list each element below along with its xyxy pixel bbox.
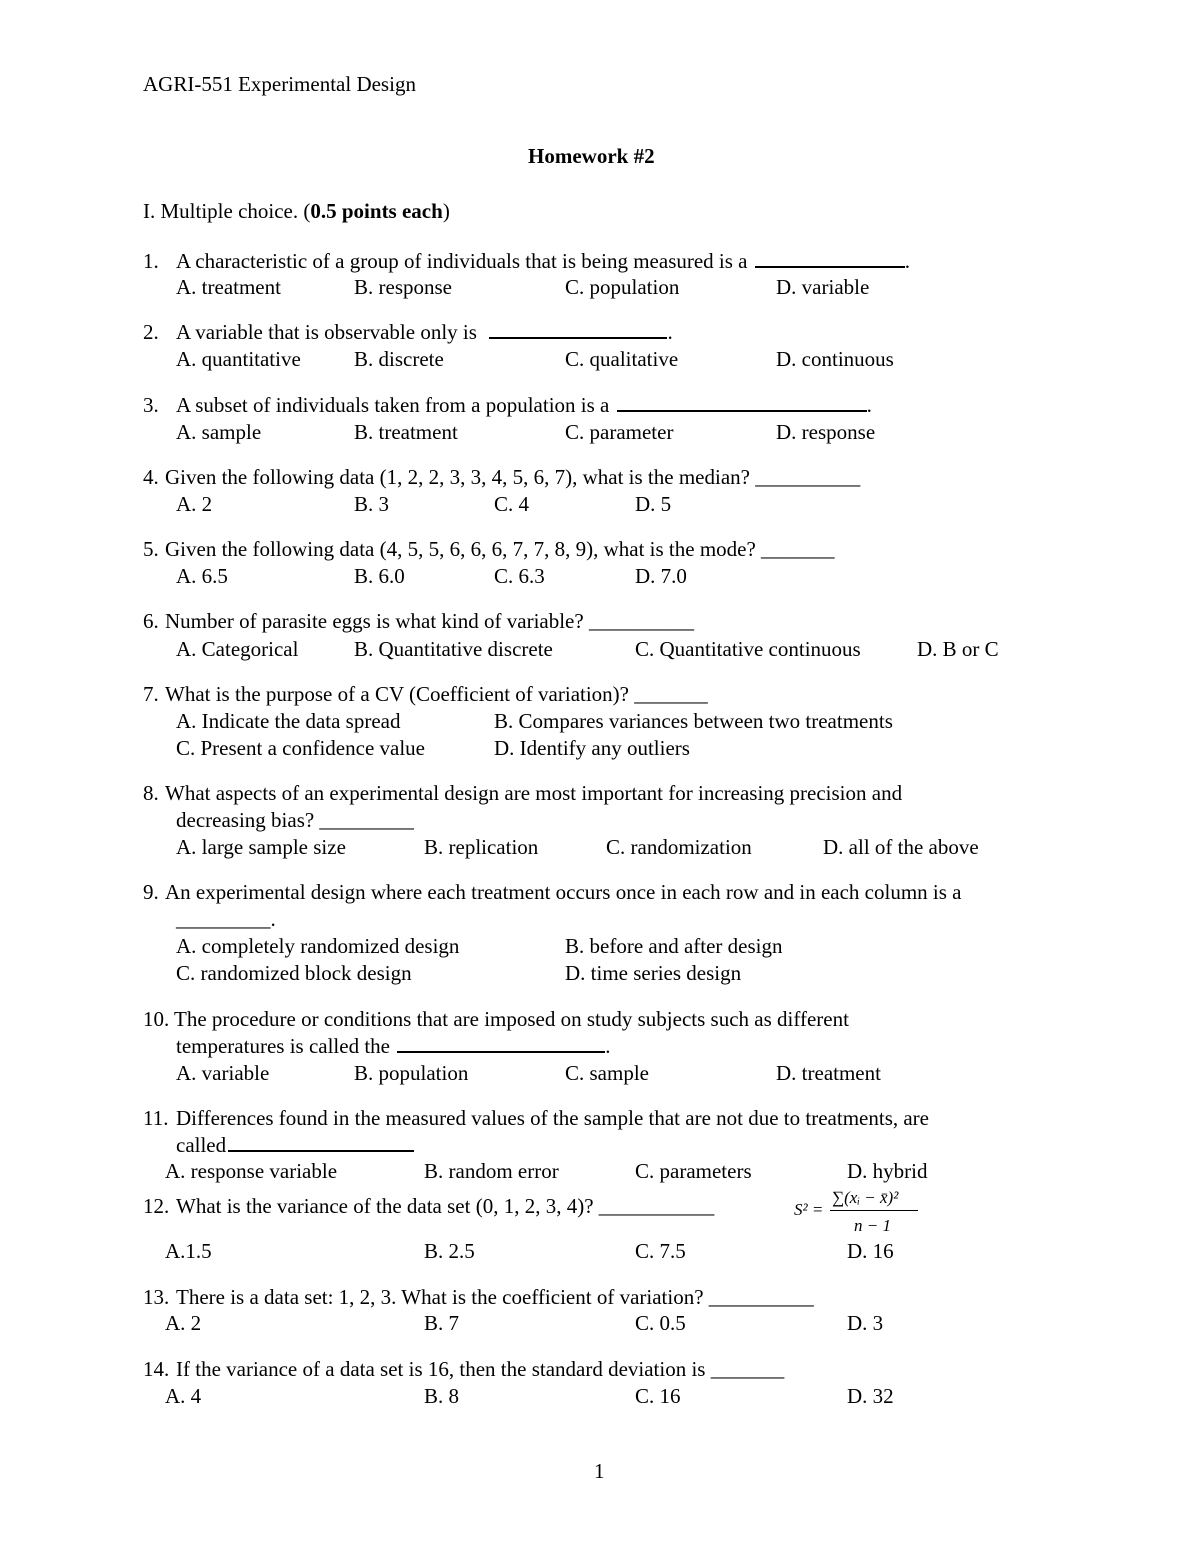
formula-lhs: S² = xyxy=(794,1200,824,1219)
option-b[interactable]: B. 7 xyxy=(424,1311,460,1335)
option-b[interactable]: B. random error xyxy=(424,1159,559,1183)
option-a[interactable]: A. 4 xyxy=(165,1384,202,1408)
option-a[interactable]: A. sample xyxy=(176,420,262,444)
question-text: Given the following data (4, 5, 5, 6, 6, 6, 7, 7, 8, 9), what is the mode? _______ xyxy=(165,537,835,561)
question-text: Number of parasite eggs is what kind of variable? __________ xyxy=(165,609,694,633)
option-d[interactable]: D. variable xyxy=(776,275,870,299)
question-text-cont: _________. xyxy=(176,907,276,931)
option-c[interactable]: C. parameters xyxy=(635,1159,752,1183)
section-points: 0.5 points each xyxy=(310,199,443,223)
option-d[interactable]: D. continuous xyxy=(776,347,894,371)
option-a[interactable]: A. large sample size xyxy=(176,835,346,859)
page-title: Homework #2 xyxy=(528,144,655,168)
answer-blank[interactable] xyxy=(617,396,867,412)
blank-punct: . xyxy=(605,1034,611,1058)
question-text: If the variance of a data set is 16, then the standard deviation is _______ xyxy=(176,1357,785,1381)
section-text: Multiple choice. ( xyxy=(160,199,311,223)
option-b[interactable]: B. replication xyxy=(424,835,539,859)
answer-blank[interactable] xyxy=(228,1136,414,1152)
option-a[interactable]: A. treatment xyxy=(176,275,281,299)
option-b[interactable]: B. 3 xyxy=(354,492,390,516)
question-text xyxy=(176,251,910,272)
question-text: What is the variance of the data set (0, 1, 2, 3, 4)? ___________ xyxy=(176,1194,715,1218)
option-c[interactable]: C. population xyxy=(565,275,680,299)
question-text xyxy=(176,395,872,416)
question-number: 14. xyxy=(143,1357,170,1381)
blank-punct: . xyxy=(866,393,872,417)
question-text xyxy=(176,322,673,343)
option-d[interactable]: D. time series design xyxy=(565,961,742,985)
option-c[interactable]: C. 0.5 xyxy=(635,1311,686,1335)
answer-blank[interactable] xyxy=(397,1037,605,1053)
question-line: A variable that is observable only is xyxy=(176,320,477,344)
option-d[interactable]: D. B or C xyxy=(917,637,999,661)
option-a[interactable]: A. Categorical xyxy=(176,637,299,661)
question-number: 5. xyxy=(143,537,159,561)
question-text-cont xyxy=(176,1135,414,1156)
option-a[interactable]: A. 6.5 xyxy=(176,564,228,588)
option-a[interactable]: A. completely randomized design xyxy=(176,934,460,958)
question-text: What aspects of an experimental design are most important for increasing precision and xyxy=(165,781,903,805)
formula-denominator: n − 1 xyxy=(854,1216,891,1235)
question-text: What is the purpose of a CV (Coefficient of variation)? _______ xyxy=(165,682,708,706)
option-d[interactable]: D. all of the above xyxy=(823,835,979,859)
question-number: 7. xyxy=(143,682,159,706)
question-number: 2. xyxy=(143,320,159,344)
option-c[interactable]: C. Quantitative continuous xyxy=(635,637,861,661)
option-b[interactable]: B. before and after design xyxy=(565,934,783,958)
option-a[interactable]: A. 2 xyxy=(165,1311,202,1335)
question-text-cont: decreasing bias? _________ xyxy=(176,808,414,832)
question-number: 1. xyxy=(143,249,159,273)
answer-blank[interactable] xyxy=(489,323,667,339)
option-d[interactable]: D. Identify any outliers xyxy=(494,736,690,760)
variance-formula xyxy=(794,1188,934,1240)
question-text: There is a data set: 1, 2, 3. What is the coefficient of variation? __________ xyxy=(176,1285,814,1309)
question-line: temperatures is called the xyxy=(176,1034,390,1058)
question-number: 8. xyxy=(143,781,159,805)
course-title: AGRI-551 Experimental Design xyxy=(143,72,416,96)
option-b[interactable]: B. treatment xyxy=(354,420,458,444)
blank-punct: . xyxy=(904,249,911,273)
option-b[interactable]: B. 6.0 xyxy=(354,564,405,588)
answer-blank[interactable] xyxy=(755,252,905,268)
section-number: I. xyxy=(143,199,156,223)
option-d[interactable]: D. 32 xyxy=(847,1384,894,1408)
option-b[interactable]: B. Quantitative discrete xyxy=(354,637,553,661)
option-d[interactable]: D. 16 xyxy=(847,1239,894,1263)
option-d[interactable]: D. 7.0 xyxy=(635,564,687,588)
option-c[interactable]: C. qualitative xyxy=(565,347,679,371)
question-number: 9. xyxy=(143,880,159,904)
option-a[interactable]: A. response variable xyxy=(165,1159,338,1183)
question-number: 11. xyxy=(143,1106,169,1130)
question-number: 4. xyxy=(143,465,159,489)
option-c[interactable]: C. 7.5 xyxy=(635,1239,686,1263)
option-b[interactable]: B. 2.5 xyxy=(424,1239,475,1263)
option-b[interactable]: B. population xyxy=(354,1061,469,1085)
option-d[interactable]: D. 3 xyxy=(847,1311,884,1335)
question-text: An experimental design where each treatment occurs once in each row and in each column is a xyxy=(165,880,962,904)
option-c[interactable]: C. sample xyxy=(565,1061,649,1085)
page-number: 1 xyxy=(594,1459,605,1483)
option-d[interactable]: D. treatment xyxy=(776,1061,881,1085)
option-b[interactable]: B. response xyxy=(354,275,452,299)
option-a[interactable]: A. Indicate the data spread xyxy=(176,709,401,733)
option-a[interactable]: A. variable xyxy=(176,1061,270,1085)
option-c[interactable]: C. 4 xyxy=(494,492,530,516)
question-line: called xyxy=(176,1133,227,1157)
option-c[interactable]: C. parameter xyxy=(565,420,674,444)
option-c[interactable]: C. 6.3 xyxy=(494,564,545,588)
question-text-cont xyxy=(176,1036,611,1057)
formula-numerator: ∑(xᵢ − x̄)² xyxy=(832,1188,899,1207)
option-c[interactable]: C. randomized block design xyxy=(176,961,412,985)
option-b[interactable]: B. discrete xyxy=(354,347,444,371)
option-c[interactable]: C. Present a confidence value xyxy=(176,736,425,760)
question-number: 3. xyxy=(143,393,159,417)
option-a[interactable]: A. quantitative xyxy=(176,347,301,371)
question-number: 12. xyxy=(143,1194,170,1218)
section-close: ) xyxy=(442,199,450,223)
option-a[interactable]: A.1.5 xyxy=(165,1239,212,1263)
question-number: 13. xyxy=(143,1285,170,1309)
option-b[interactable]: B. Compares variances between two treatments xyxy=(494,709,893,733)
question-number: 10. xyxy=(143,1007,170,1031)
option-d[interactable]: D. 5 xyxy=(635,492,672,516)
blank-punct: . xyxy=(667,320,673,344)
option-c[interactable]: C. 16 xyxy=(635,1384,681,1408)
fraction-bar xyxy=(830,1210,918,1211)
option-d[interactable]: D. hybrid xyxy=(847,1159,928,1183)
question-text: The procedure or conditions that are imposed on study subjects such as different xyxy=(174,1007,849,1031)
question-line: A characteristic of a group of individuals that is being measured is a xyxy=(176,249,748,273)
section-heading xyxy=(143,201,450,222)
question-line: A subset of individuals taken from a population is a xyxy=(176,393,610,417)
question-text: Given the following data (1, 2, 2, 3, 3, 4, 5, 6, 7), what is the median? __________ xyxy=(165,465,861,489)
option-a[interactable]: A. 2 xyxy=(176,492,213,516)
option-b[interactable]: B. 8 xyxy=(424,1384,460,1408)
question-text: Differences found in the measured values of the sample that are not due to treatments, are xyxy=(176,1106,929,1130)
question-number: 6. xyxy=(143,609,159,633)
option-c[interactable]: C. randomization xyxy=(606,835,752,859)
option-d[interactable]: D. response xyxy=(776,420,876,444)
